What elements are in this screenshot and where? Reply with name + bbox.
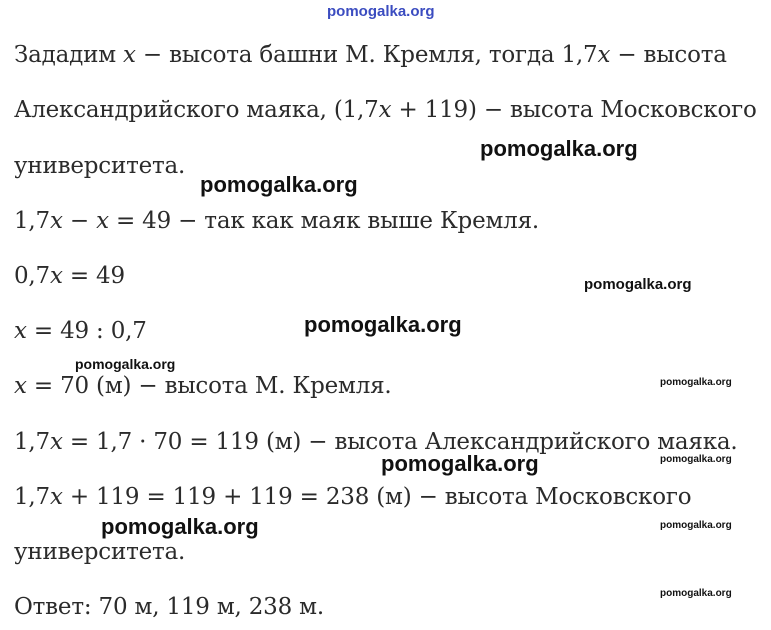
watermark: pomogalka.org xyxy=(584,276,692,293)
text-segment: − высота башни М. Кремля, тогда 1,7 xyxy=(135,42,598,68)
text-line-6 xyxy=(14,317,147,345)
variable-x: x xyxy=(49,208,63,234)
text-segment: Зададим xyxy=(14,42,124,68)
watermark-top: pomogalka.org xyxy=(327,3,435,20)
text-segment: университета. xyxy=(14,539,186,565)
text-segment: = 49 − так как маяк выше Кремля. xyxy=(108,208,540,234)
variable-x: x xyxy=(14,318,27,344)
text-segment: = 49 : 0,7 xyxy=(26,318,147,344)
text-line-2 xyxy=(14,96,757,124)
text-segment: − высота xyxy=(610,42,727,68)
text-line-5 xyxy=(14,262,125,290)
text-line-8 xyxy=(14,428,738,456)
watermark: pomogalka.org xyxy=(480,136,638,161)
text-segment: Александрийского маяка, (1,7 xyxy=(14,97,379,123)
watermark: pomogalka.org xyxy=(304,312,462,337)
watermark: pomogalka.org xyxy=(75,356,176,372)
text-segment: 1,7 xyxy=(14,429,50,455)
text-segment: = 1,7 · 70 = 119 (м) − высота Александрийского маяка. xyxy=(62,429,738,455)
text-line-1 xyxy=(14,41,727,69)
variable-x: x xyxy=(96,208,109,234)
watermark: pomogalka.org xyxy=(660,588,732,599)
variable-x: x xyxy=(49,263,63,289)
text-segment: 0,7 xyxy=(14,263,50,289)
answer-text: Ответ: 70 м, 119 м, 238 м. xyxy=(14,594,324,620)
text-segment: = 49 xyxy=(62,263,125,289)
answer-line xyxy=(14,593,324,621)
text-segment: + 119) − высота Московского xyxy=(391,97,757,123)
variable-x: x xyxy=(49,429,63,455)
text-segment: = 70 (м) − высота М. Кремля. xyxy=(26,373,392,399)
variable-x: x xyxy=(597,42,611,68)
text-segment: 1,7 xyxy=(14,484,50,510)
text-line-4 xyxy=(14,207,539,235)
text-segment: 1,7 xyxy=(14,208,50,234)
text-line-9 xyxy=(14,483,691,511)
variable-x: x xyxy=(14,373,27,399)
watermark: pomogalka.org xyxy=(101,514,259,539)
watermark: pomogalka.org xyxy=(660,520,732,531)
text-line-7 xyxy=(14,372,392,400)
watermark: pomogalka.org xyxy=(660,454,732,465)
watermark: pomogalka.org xyxy=(660,377,732,388)
variable-x: x xyxy=(378,97,392,123)
variable-x: x xyxy=(123,42,136,68)
variable-x: x xyxy=(49,484,63,510)
watermark: pomogalka.org xyxy=(200,172,358,197)
text-segment: + 119 = 119 + 119 = 238 (м) − высота Московского xyxy=(62,484,692,510)
text-segment: университета. xyxy=(14,153,186,179)
watermark: pomogalka.org xyxy=(381,451,539,476)
text-segment: − xyxy=(62,208,97,234)
text-line-3 xyxy=(14,152,185,180)
text-line-10 xyxy=(14,538,185,566)
